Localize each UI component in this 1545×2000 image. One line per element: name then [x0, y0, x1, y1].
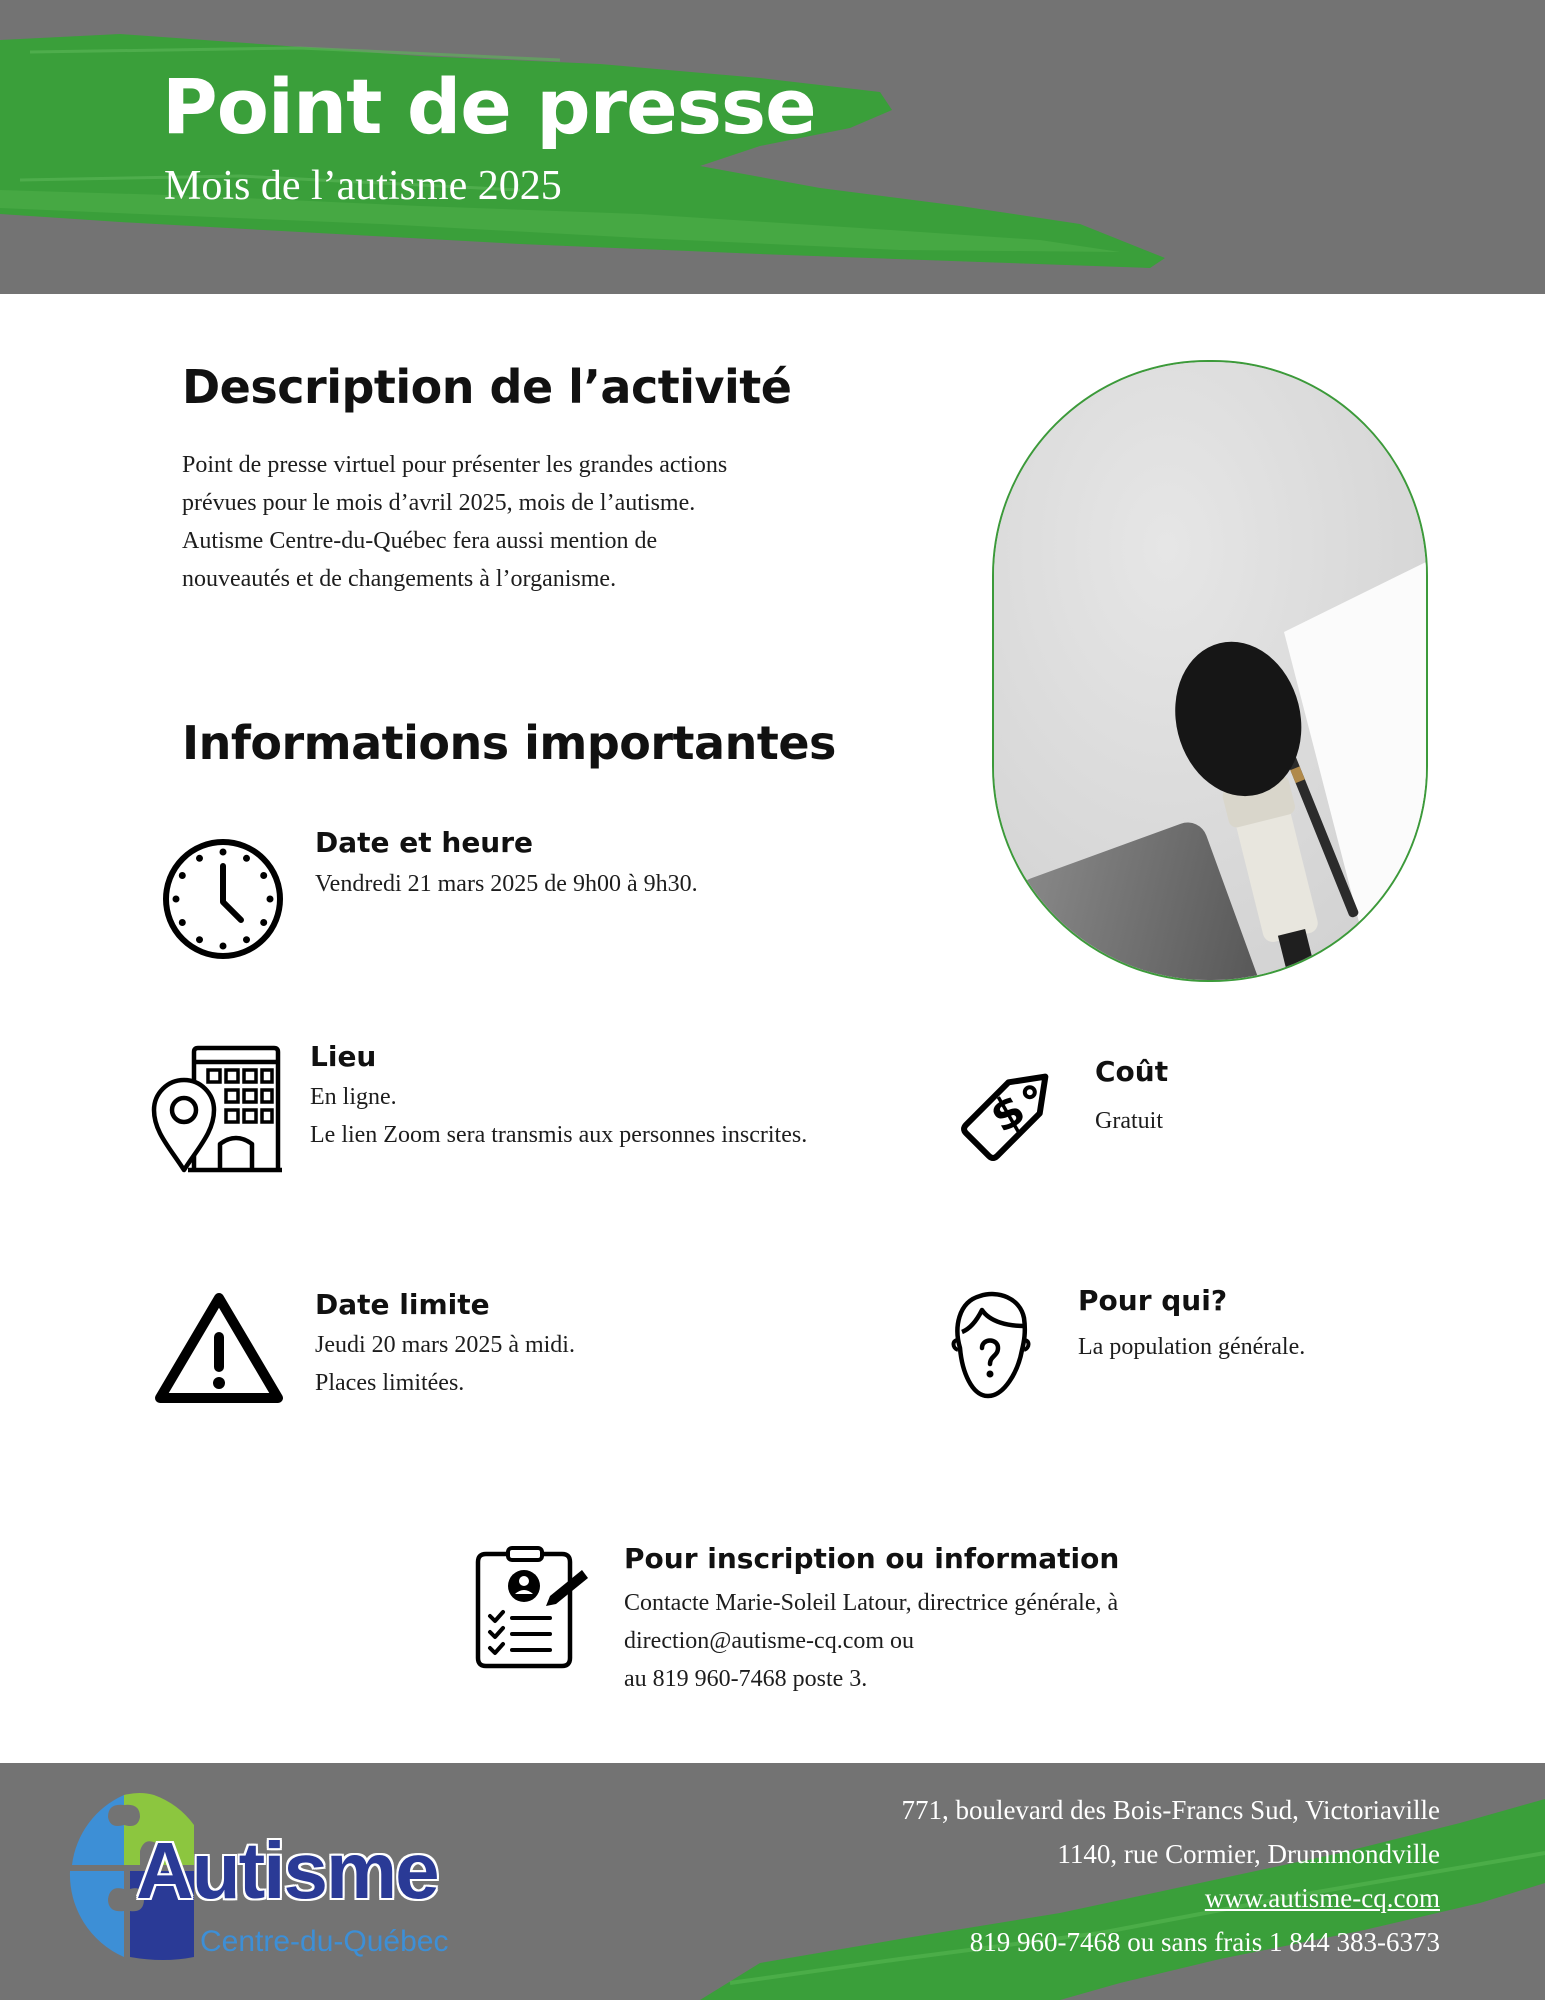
microphone-illustration [994, 362, 1426, 980]
inscription-phone: au 819 960-7468 poste 3. [624, 1666, 868, 1692]
footer [0, 1763, 1545, 2000]
date-title: Date et heure [315, 826, 534, 859]
description-line: prévues pour le mois d’avril 2025, mois de l’autisme. [182, 490, 696, 516]
cout-line: Gratuit [1095, 1108, 1163, 1134]
svg-text:$: $ [981, 1083, 1034, 1144]
date-line: Vendredi 21 mars 2025 de 9h00 à 9h30. [315, 871, 698, 897]
lieu-text [310, 1078, 807, 1154]
inscription-title: Pour inscription ou information [624, 1542, 1120, 1575]
clipboard-checklist-icon [474, 1546, 590, 1672]
description-line: nouveautés et de changements à l’organisme. [182, 566, 617, 592]
inscription-email[interactable]: direction@autisme-cq.com ou [624, 1628, 915, 1654]
page-subtitle: Mois de l’autisme 2025 [164, 163, 562, 209]
building-location-icon [150, 1044, 282, 1174]
microphone-photo [992, 360, 1428, 982]
header-banner [0, 0, 1545, 294]
pourqui-line: La population générale. [1078, 1334, 1306, 1360]
cout-text [1095, 1102, 1163, 1140]
address-victoriaville: 771, boulevard des Bois-Francs Sud, Victoriaville [901, 1795, 1440, 1825]
lieu-title: Lieu [310, 1040, 377, 1073]
clock-icon [160, 836, 286, 962]
lieu-line: En ligne. [310, 1084, 397, 1110]
price-tag-icon [950, 1052, 1070, 1172]
logo-subtitle: Centre-du-Québec [200, 1925, 449, 1958]
cout-title: Coût [1095, 1055, 1169, 1088]
description-line: Autisme Centre-du-Québec fera aussi mention de [182, 528, 658, 554]
limite-line: Jeudi 20 mars 2025 à midi. [315, 1332, 575, 1358]
website-link[interactable]: www.autisme-cq.com [1204, 1883, 1440, 1913]
description-paragraph [182, 446, 727, 598]
page-title: Point de presse [162, 62, 816, 151]
address-drummondville: 1140, rue Cormier, Drummondville [1057, 1839, 1440, 1869]
inscription-text [624, 1584, 1118, 1698]
logo-wordmark: Autisme [136, 1826, 438, 1915]
limite-text [315, 1326, 575, 1402]
info-heading: Informations importantes [182, 716, 836, 770]
question-head-icon [948, 1288, 1032, 1402]
warning-icon [152, 1288, 286, 1406]
lieu-line: Le lien Zoom sera transmis aux personnes inscrites. [310, 1122, 808, 1148]
footer-phone: 819 960-7468 ou sans frais 1 844 383-6373 [969, 1927, 1440, 1957]
inscription-line: Contacte Marie-Soleil Latour, directrice générale, à [624, 1590, 1119, 1616]
limite-line: Places limitées. [315, 1370, 465, 1396]
limite-title: Date limite [315, 1288, 490, 1321]
pourqui-title: Pour qui? [1078, 1284, 1228, 1317]
pourqui-text [1078, 1328, 1305, 1366]
description-heading: Description de l’activité [182, 360, 792, 414]
description-line: Point de presse virtuel pour présenter les grandes actions [182, 452, 728, 478]
date-text [315, 865, 698, 903]
